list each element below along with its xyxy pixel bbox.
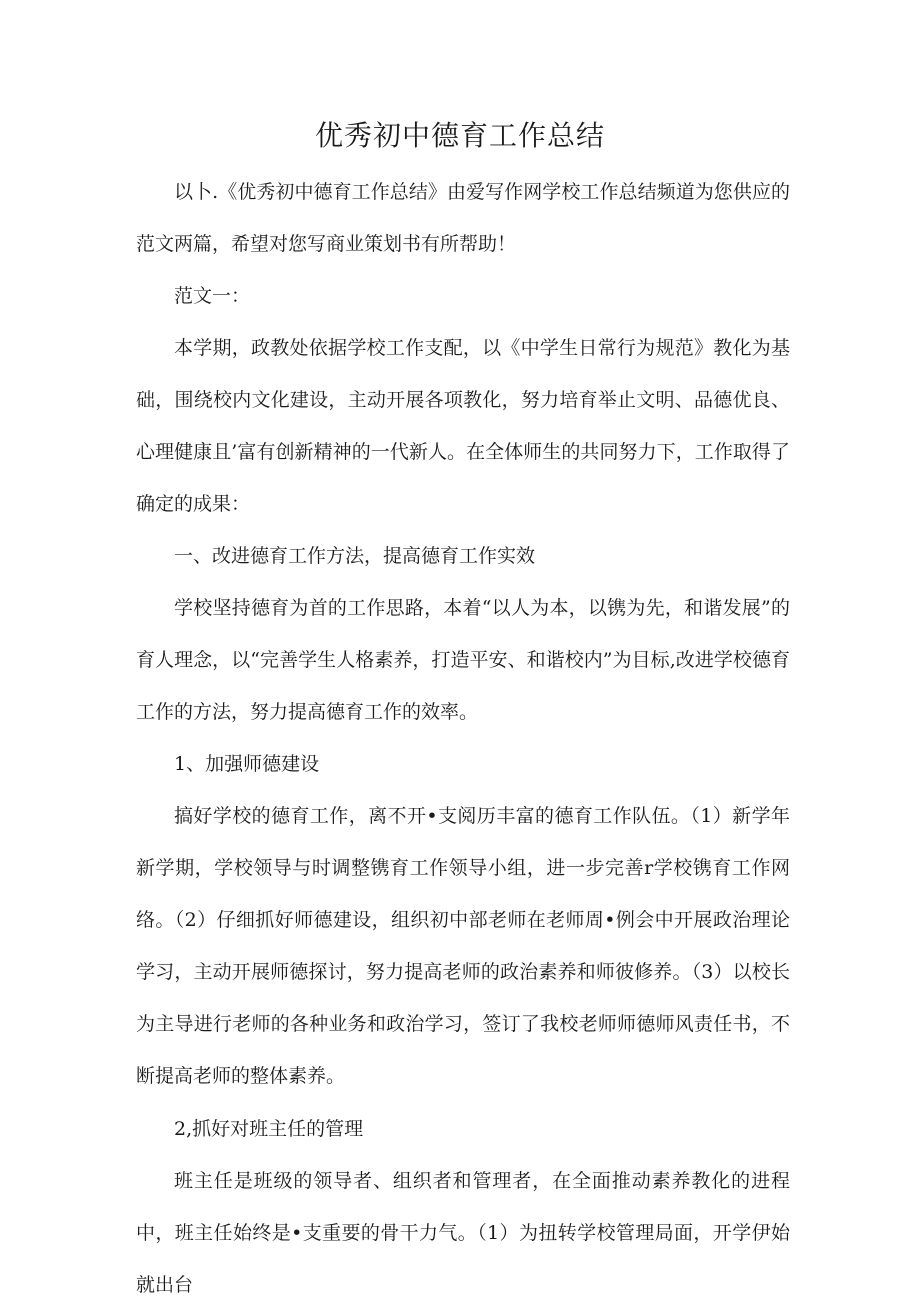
section-heading-1: 一、改进德育工作方法，提高德育工作实效 [174, 545, 536, 567]
body-paragraph-1: 本学期，政教处依据学校工作支配，以《中学生日常行为规范》教化为基础，围绕校内文化建设，主动开展各项教化，努力培育举止文明、品德优良、心理健康且’富有创新精神的一代新人。在全体师生的共同努力下，工作取得了确定的成果： [136, 337, 790, 515]
body-paragraph-3: 搞好学校的德育工作，离不开•支阅历丰富的德育工作队伍。（1）新学年新学期，学校领导与时调整镌育工作领导小组，进一步完善r学校镌育工作网络。（2）仔细抓好师德建设，组织初中部老师在老师周•例会中开展政治理论学习，主动开展师德探讨，努力提高老师的政治素养和师彼修养。（3）以校长为主导进行老师的各种业务和政治学习，签订了我校老师师德师风责任书，不断提高老师的整体素养。 [136, 805, 790, 1087]
sample-label: 范文一： [174, 285, 251, 307]
body-paragraph-2: 学校坚持德育为首的工作思路，本着“以人为本，以镌为先，和谐发展”的育人理念，以“完善学生人格素养，打造平安、和谐校内”为目标,改进学校德育工作的方法，努力提高德育工作的效率。 [136, 597, 790, 723]
intro-paragraph: 以卜.《优秀初中德育工作总结》由爱写作网学校工作总结频道为您供应的范文两篇，希望对您写商业策划书有所帮助！ [136, 181, 790, 255]
subsection-heading-1: 1、加强师德建设 [174, 753, 320, 775]
body-paragraph-4: 班主任是班级的领导者、组织者和管理者，在全面推动素养教化的进程中，班主任始终是•支重要的骨干力气。（1）为扭转学校管理局面，开学伊始就出台 [136, 1170, 790, 1296]
subsection-heading-2: 2,抓好对班主任的管理 [174, 1118, 364, 1140]
document-title: 优秀初中德育工作总结 [314, 119, 605, 152]
